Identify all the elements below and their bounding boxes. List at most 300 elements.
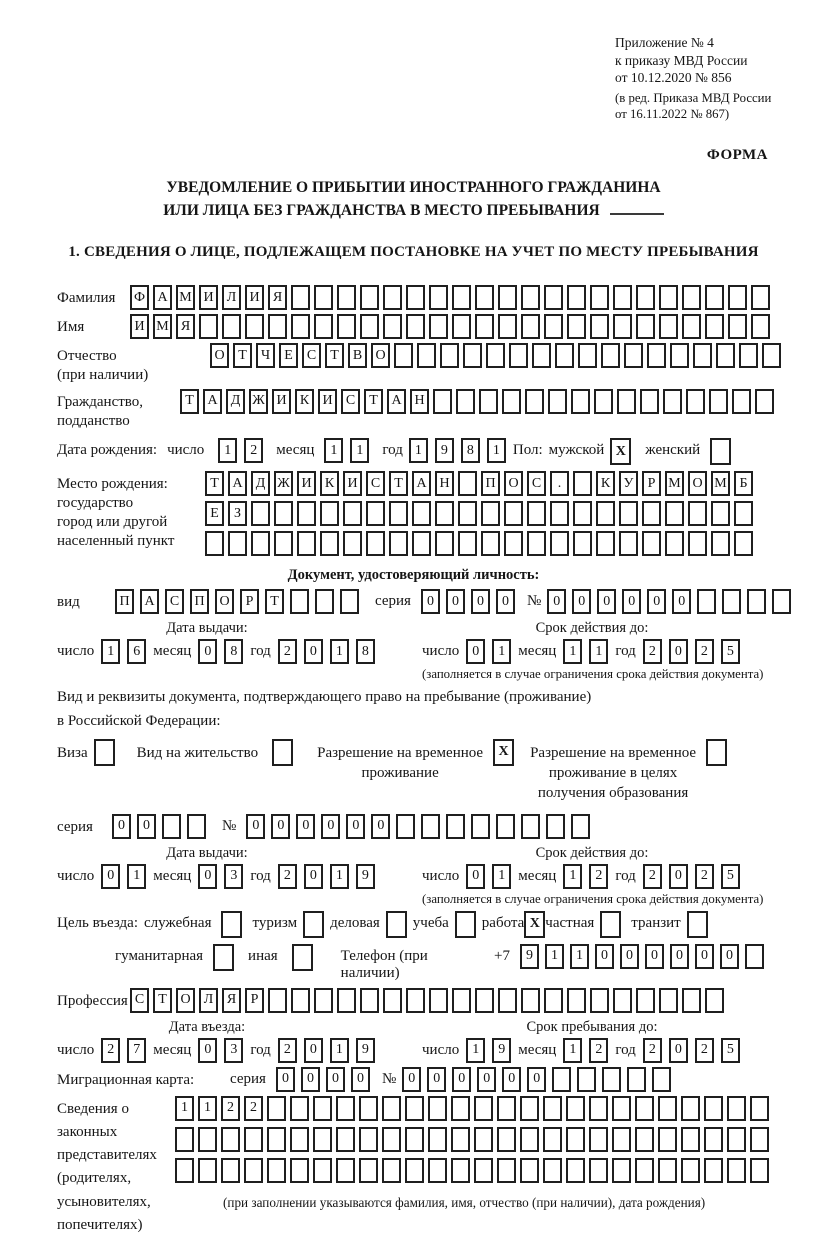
char-cell[interactable]: 1: [324, 438, 343, 463]
char-cell[interactable]: Т: [364, 389, 383, 414]
char-cell[interactable]: [446, 814, 465, 839]
char-cell[interactable]: [750, 1096, 769, 1121]
char-cell[interactable]: 0: [595, 944, 614, 969]
char-cell[interactable]: [658, 1127, 677, 1152]
char-cell[interactable]: [474, 1127, 493, 1152]
residence-issue-month[interactable]: [198, 864, 250, 889]
char-cell[interactable]: [343, 501, 362, 526]
char-cell[interactable]: 0: [477, 1067, 496, 1092]
char-cell[interactable]: [613, 314, 632, 339]
char-cell[interactable]: [665, 531, 684, 556]
char-cell[interactable]: [504, 501, 523, 526]
char-cell[interactable]: [520, 1096, 539, 1121]
char-cell[interactable]: 1: [466, 1038, 485, 1063]
char-cell[interactable]: А: [228, 471, 247, 496]
profession-field[interactable]: [130, 988, 728, 1013]
char-cell[interactable]: [659, 988, 678, 1013]
char-cell[interactable]: [590, 988, 609, 1013]
char-cell[interactable]: [498, 988, 517, 1013]
char-cell[interactable]: [221, 1158, 240, 1183]
char-cell[interactable]: [314, 988, 333, 1013]
char-cell[interactable]: [665, 501, 684, 526]
char-cell[interactable]: [221, 1127, 240, 1152]
char-cell[interactable]: 5: [721, 1038, 740, 1063]
char-cell[interactable]: 0: [670, 944, 689, 969]
char-cell[interactable]: [198, 1158, 217, 1183]
char-cell[interactable]: 2: [589, 1038, 608, 1063]
char-cell[interactable]: 1: [175, 1096, 194, 1121]
char-cell[interactable]: [693, 343, 712, 368]
char-cell[interactable]: 2: [643, 864, 662, 889]
char-cell[interactable]: [525, 389, 544, 414]
char-cell[interactable]: [337, 314, 356, 339]
char-cell[interactable]: [320, 531, 339, 556]
purpose-work-checkbox[interactable]: [524, 911, 545, 938]
char-cell[interactable]: [589, 1127, 608, 1152]
char-cell[interactable]: [663, 389, 682, 414]
char-cell[interactable]: [366, 531, 385, 556]
char-cell[interactable]: [412, 501, 431, 526]
char-cell[interactable]: [612, 1127, 631, 1152]
char-cell[interactable]: [340, 589, 359, 614]
char-cell[interactable]: 2: [278, 864, 297, 889]
char-cell[interactable]: 0: [622, 589, 641, 614]
char-cell[interactable]: П: [115, 589, 134, 614]
char-cell[interactable]: С: [366, 471, 385, 496]
char-cell[interactable]: [704, 1096, 723, 1121]
char-cell[interactable]: [251, 501, 270, 526]
char-cell[interactable]: 0: [720, 944, 739, 969]
char-cell[interactable]: [498, 314, 517, 339]
char-cell[interactable]: 0: [402, 1067, 421, 1092]
char-cell[interactable]: 1: [127, 864, 146, 889]
char-cell[interactable]: [636, 314, 655, 339]
char-cell[interactable]: А: [140, 589, 159, 614]
char-cell[interactable]: У: [619, 471, 638, 496]
char-cell[interactable]: [544, 314, 563, 339]
char-cell[interactable]: [267, 1158, 286, 1183]
char-cell[interactable]: [613, 988, 632, 1013]
char-cell[interactable]: [543, 1158, 562, 1183]
char-cell[interactable]: [428, 1158, 447, 1183]
char-cell[interactable]: [550, 531, 569, 556]
char-cell[interactable]: 2: [244, 438, 263, 463]
char-cell[interactable]: Ж: [274, 471, 293, 496]
char-cell[interactable]: Р: [642, 471, 661, 496]
char-cell[interactable]: 0: [271, 814, 290, 839]
char-cell[interactable]: X: [493, 739, 514, 766]
char-cell[interactable]: 1: [409, 438, 428, 463]
char-cell[interactable]: 1: [563, 639, 582, 664]
residence-valid-day[interactable]: [466, 864, 518, 889]
char-cell[interactable]: [521, 285, 540, 310]
char-cell[interactable]: [475, 988, 494, 1013]
char-cell[interactable]: [602, 1067, 621, 1092]
char-cell[interactable]: Ч: [256, 343, 275, 368]
char-cell[interactable]: [636, 285, 655, 310]
char-cell[interactable]: Т: [265, 589, 284, 614]
char-cell[interactable]: [658, 1158, 677, 1183]
char-cell[interactable]: О: [176, 988, 195, 1013]
char-cell[interactable]: 0: [101, 864, 120, 889]
char-cell[interactable]: [359, 1096, 378, 1121]
char-cell[interactable]: [474, 1158, 493, 1183]
char-cell[interactable]: 0: [620, 944, 639, 969]
char-cell[interactable]: 1: [492, 864, 511, 889]
char-cell[interactable]: [452, 314, 471, 339]
char-cell[interactable]: А: [387, 389, 406, 414]
stay-year[interactable]: [643, 1038, 747, 1063]
char-cell[interactable]: К: [320, 471, 339, 496]
birth-day-field[interactable]: [218, 438, 270, 463]
doc-issue-day[interactable]: [101, 639, 153, 664]
char-cell[interactable]: [705, 314, 724, 339]
surname-field[interactable]: [130, 285, 774, 310]
char-cell[interactable]: С: [130, 988, 149, 1013]
char-cell[interactable]: М: [665, 471, 684, 496]
char-cell[interactable]: 9: [492, 1038, 511, 1063]
char-cell[interactable]: 8: [356, 639, 375, 664]
char-cell[interactable]: [705, 988, 724, 1013]
char-cell[interactable]: [412, 531, 431, 556]
char-cell[interactable]: 0: [198, 864, 217, 889]
char-cell[interactable]: [251, 531, 270, 556]
char-cell[interactable]: [337, 285, 356, 310]
char-cell[interactable]: [481, 501, 500, 526]
char-cell[interactable]: [521, 988, 540, 1013]
char-cell[interactable]: [268, 988, 287, 1013]
char-cell[interactable]: [532, 343, 551, 368]
char-cell[interactable]: Т: [389, 471, 408, 496]
char-cell[interactable]: [711, 501, 730, 526]
char-cell[interactable]: С: [341, 389, 360, 414]
migration-number-field[interactable]: [402, 1067, 677, 1092]
char-cell[interactable]: [705, 285, 724, 310]
char-cell[interactable]: [751, 285, 770, 310]
char-cell[interactable]: [772, 589, 791, 614]
char-cell[interactable]: [682, 285, 701, 310]
char-cell[interactable]: М: [153, 314, 172, 339]
char-cell[interactable]: [458, 471, 477, 496]
char-cell[interactable]: [290, 1127, 309, 1152]
char-cell[interactable]: [544, 988, 563, 1013]
char-cell[interactable]: [546, 814, 565, 839]
char-cell[interactable]: А: [153, 285, 172, 310]
char-cell[interactable]: [659, 314, 678, 339]
char-cell[interactable]: [405, 1158, 424, 1183]
char-cell[interactable]: 1: [101, 639, 120, 664]
char-cell[interactable]: [475, 314, 494, 339]
char-cell[interactable]: [755, 389, 774, 414]
char-cell[interactable]: [543, 1096, 562, 1121]
char-cell[interactable]: [521, 814, 540, 839]
char-cell[interactable]: 1: [563, 1038, 582, 1063]
char-cell[interactable]: [504, 531, 523, 556]
char-cell[interactable]: Ф: [130, 285, 149, 310]
char-cell[interactable]: О: [210, 343, 229, 368]
char-cell[interactable]: [198, 1127, 217, 1152]
char-cell[interactable]: [268, 314, 287, 339]
char-cell[interactable]: [267, 1096, 286, 1121]
char-cell[interactable]: [750, 1127, 769, 1152]
char-cell[interactable]: 1: [545, 944, 564, 969]
char-cell[interactable]: [428, 1096, 447, 1121]
char-cell[interactable]: [429, 285, 448, 310]
char-cell[interactable]: 0: [547, 589, 566, 614]
char-cell[interactable]: [647, 343, 666, 368]
char-cell[interactable]: [452, 285, 471, 310]
char-cell[interactable]: [386, 911, 407, 938]
char-cell[interactable]: [577, 1067, 596, 1092]
char-cell[interactable]: [205, 531, 224, 556]
char-cell[interactable]: [359, 1158, 378, 1183]
char-cell[interactable]: 0: [346, 814, 365, 839]
char-cell[interactable]: П: [190, 589, 209, 614]
doc-number-field[interactable]: [547, 589, 797, 614]
char-cell[interactable]: 2: [244, 1096, 263, 1121]
char-cell[interactable]: [727, 1096, 746, 1121]
char-cell[interactable]: [711, 531, 730, 556]
char-cell[interactable]: И: [245, 285, 264, 310]
char-cell[interactable]: Д: [251, 471, 270, 496]
char-cell[interactable]: [716, 343, 735, 368]
char-cell[interactable]: Т: [233, 343, 252, 368]
char-cell[interactable]: 0: [502, 1067, 521, 1092]
char-cell[interactable]: Л: [199, 988, 218, 1013]
doc-kind-field[interactable]: [115, 589, 365, 614]
char-cell[interactable]: [406, 988, 425, 1013]
char-cell[interactable]: К: [596, 471, 615, 496]
char-cell[interactable]: А: [412, 471, 431, 496]
char-cell[interactable]: 0: [276, 1067, 295, 1092]
char-cell[interactable]: [313, 1127, 332, 1152]
char-cell[interactable]: [313, 1096, 332, 1121]
char-cell[interactable]: [543, 1127, 562, 1152]
char-cell[interactable]: [573, 471, 592, 496]
char-cell[interactable]: [624, 343, 643, 368]
char-cell[interactable]: 2: [101, 1038, 120, 1063]
char-cell[interactable]: 8: [224, 639, 243, 664]
char-cell[interactable]: М: [711, 471, 730, 496]
char-cell[interactable]: [315, 589, 334, 614]
char-cell[interactable]: [670, 343, 689, 368]
char-cell[interactable]: [383, 988, 402, 1013]
char-cell[interactable]: [728, 285, 747, 310]
residence-series-field[interactable]: [112, 814, 212, 839]
char-cell[interactable]: И: [272, 389, 291, 414]
char-cell[interactable]: Т: [153, 988, 172, 1013]
char-cell[interactable]: [382, 1127, 401, 1152]
purpose-official-checkbox[interactable]: [221, 911, 242, 938]
char-cell[interactable]: [640, 389, 659, 414]
char-cell[interactable]: [314, 314, 333, 339]
char-cell[interactable]: [382, 1096, 401, 1121]
char-cell[interactable]: [314, 285, 333, 310]
residence-issue-year[interactable]: [278, 864, 382, 889]
firstname-field[interactable]: [130, 314, 774, 339]
residence-valid-year[interactable]: [643, 864, 747, 889]
char-cell[interactable]: 2: [643, 639, 662, 664]
char-cell[interactable]: [245, 314, 264, 339]
char-cell[interactable]: [498, 285, 517, 310]
phone-field[interactable]: [520, 944, 770, 969]
char-cell[interactable]: [267, 1127, 286, 1152]
char-cell[interactable]: [405, 1096, 424, 1121]
char-cell[interactable]: [452, 988, 471, 1013]
char-cell[interactable]: [394, 343, 413, 368]
char-cell[interactable]: [652, 1067, 671, 1092]
char-cell[interactable]: [187, 814, 206, 839]
char-cell[interactable]: М: [176, 285, 195, 310]
char-cell[interactable]: 0: [304, 1038, 323, 1063]
char-cell[interactable]: [440, 343, 459, 368]
char-cell[interactable]: [617, 389, 636, 414]
char-cell[interactable]: [682, 314, 701, 339]
char-cell[interactable]: [635, 1127, 654, 1152]
char-cell[interactable]: Е: [205, 501, 224, 526]
purpose-study-checkbox[interactable]: [455, 911, 476, 938]
char-cell[interactable]: [578, 343, 597, 368]
char-cell[interactable]: 5: [721, 639, 740, 664]
char-cell[interactable]: [527, 531, 546, 556]
char-cell[interactable]: [527, 501, 546, 526]
purpose-humanitarian-checkbox[interactable]: [213, 944, 234, 971]
char-cell[interactable]: [596, 501, 615, 526]
char-cell[interactable]: Я: [176, 314, 195, 339]
char-cell[interactable]: 0: [296, 814, 315, 839]
char-cell[interactable]: [479, 389, 498, 414]
char-cell[interactable]: [567, 285, 586, 310]
birth-place-line3[interactable]: [205, 531, 757, 556]
char-cell[interactable]: 0: [527, 1067, 546, 1092]
char-cell[interactable]: [389, 501, 408, 526]
char-cell[interactable]: 1: [563, 864, 582, 889]
char-cell[interactable]: [199, 314, 218, 339]
char-cell[interactable]: 0: [669, 864, 688, 889]
male-checkbox[interactable]: [610, 438, 631, 465]
char-cell[interactable]: [682, 988, 701, 1013]
char-cell[interactable]: [496, 814, 515, 839]
char-cell[interactable]: 5: [721, 864, 740, 889]
char-cell[interactable]: Т: [180, 389, 199, 414]
char-cell[interactable]: В: [348, 343, 367, 368]
char-cell[interactable]: [222, 314, 241, 339]
char-cell[interactable]: [291, 988, 310, 1013]
char-cell[interactable]: [417, 343, 436, 368]
char-cell[interactable]: 0: [669, 1038, 688, 1063]
char-cell[interactable]: [722, 589, 741, 614]
char-cell[interactable]: [550, 501, 569, 526]
doc-issue-year[interactable]: [278, 639, 382, 664]
doc-valid-year[interactable]: [643, 639, 747, 664]
char-cell[interactable]: [360, 988, 379, 1013]
char-cell[interactable]: [612, 1158, 631, 1183]
char-cell[interactable]: [619, 501, 638, 526]
char-cell[interactable]: [213, 944, 234, 971]
char-cell[interactable]: 1: [492, 639, 511, 664]
char-cell[interactable]: [471, 814, 490, 839]
char-cell[interactable]: [566, 1096, 585, 1121]
char-cell[interactable]: [727, 1127, 746, 1152]
char-cell[interactable]: 0: [471, 589, 490, 614]
char-cell[interactable]: [451, 1096, 470, 1121]
char-cell[interactable]: И: [343, 471, 362, 496]
char-cell[interactable]: 9: [520, 944, 539, 969]
char-cell[interactable]: [244, 1158, 263, 1183]
char-cell[interactable]: 0: [304, 639, 323, 664]
char-cell[interactable]: [734, 531, 753, 556]
char-cell[interactable]: [94, 739, 115, 766]
char-cell[interactable]: [451, 1158, 470, 1183]
char-cell[interactable]: [706, 739, 727, 766]
char-cell[interactable]: 1: [589, 639, 608, 664]
char-cell[interactable]: [613, 285, 632, 310]
char-cell[interactable]: 1: [218, 438, 237, 463]
char-cell[interactable]: [383, 285, 402, 310]
patronymic-field[interactable]: [210, 343, 785, 368]
char-cell[interactable]: [589, 1096, 608, 1121]
char-cell[interactable]: [709, 389, 728, 414]
residence-valid-month[interactable]: [563, 864, 615, 889]
char-cell[interactable]: 3: [224, 864, 243, 889]
doc-series-field[interactable]: [421, 589, 521, 614]
char-cell[interactable]: [747, 589, 766, 614]
char-cell[interactable]: 0: [466, 864, 485, 889]
char-cell[interactable]: 1: [487, 438, 506, 463]
char-cell[interactable]: [359, 1127, 378, 1152]
char-cell[interactable]: [600, 911, 621, 938]
char-cell[interactable]: [571, 814, 590, 839]
char-cell[interactable]: [739, 343, 758, 368]
char-cell[interactable]: [687, 911, 708, 938]
char-cell[interactable]: [383, 314, 402, 339]
char-cell[interactable]: [486, 343, 505, 368]
char-cell[interactable]: [228, 531, 247, 556]
char-cell[interactable]: [635, 1158, 654, 1183]
char-cell[interactable]: 0: [304, 864, 323, 889]
char-cell[interactable]: [596, 531, 615, 556]
birth-month-field[interactable]: [324, 438, 376, 463]
char-cell[interactable]: [497, 1158, 516, 1183]
char-cell[interactable]: 2: [589, 864, 608, 889]
char-cell[interactable]: [435, 501, 454, 526]
char-cell[interactable]: [636, 988, 655, 1013]
char-cell[interactable]: 2: [643, 1038, 662, 1063]
purpose-transit-checkbox[interactable]: [687, 911, 708, 938]
visa-checkbox[interactable]: [94, 739, 115, 766]
char-cell[interactable]: [290, 1096, 309, 1121]
char-cell[interactable]: 6: [127, 639, 146, 664]
birth-place-line2[interactable]: [205, 501, 757, 526]
char-cell[interactable]: Р: [245, 988, 264, 1013]
char-cell[interactable]: [175, 1127, 194, 1152]
char-cell[interactable]: 0: [647, 589, 666, 614]
char-cell[interactable]: Н: [435, 471, 454, 496]
female-checkbox[interactable]: [710, 438, 731, 465]
char-cell[interactable]: 0: [351, 1067, 370, 1092]
char-cell[interactable]: [429, 314, 448, 339]
char-cell[interactable]: И: [199, 285, 218, 310]
char-cell[interactable]: [590, 314, 609, 339]
char-cell[interactable]: [589, 1158, 608, 1183]
char-cell[interactable]: [463, 343, 482, 368]
char-cell[interactable]: [566, 1158, 585, 1183]
char-cell[interactable]: 0: [198, 639, 217, 664]
char-cell[interactable]: [642, 501, 661, 526]
char-cell[interactable]: 0: [112, 814, 131, 839]
char-cell[interactable]: [337, 988, 356, 1013]
char-cell[interactable]: 0: [371, 814, 390, 839]
